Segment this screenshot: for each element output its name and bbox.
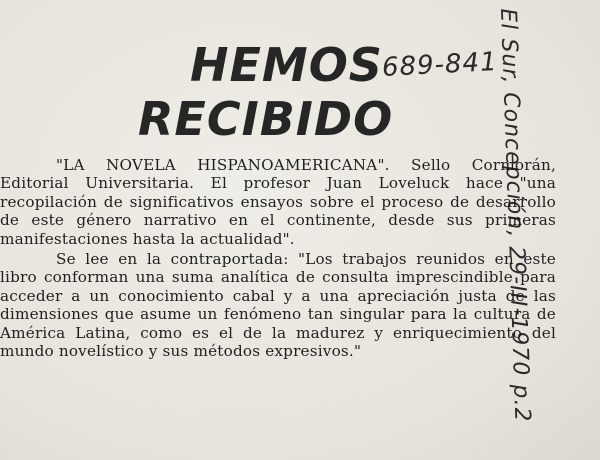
article-paragraph-1: "LA NOVELA HISPANOAMERICANA". Sello Cormorán, Editorial Universitaria. El profesor Juan Loveluck hace "una recopilación de significativos ensayos sobre el proceso de desarrollo de este género narrativo en el continente, desde sus primeras manifestaciones hasta la actualidad".: [0, 156, 556, 248]
handwritten-clip-number: 689-841: [381, 46, 499, 84]
headline-line-1: HEMOS: [190, 38, 383, 92]
headline-line-2: RECIBIDO: [138, 92, 394, 146]
article-body: [0, 156, 556, 360]
article-paragraph-2: Se lee en la contraportada: "Los trabajos reunidos en este libro conforman una suma analítica de consulta imprescindible para acceder a un conocimiento cabal y a una apreciación justa de las dimensiones que asume un fenómeno tan singular para la cultura de América Latina, como es el de la madurez y enriquecimiento del mundo novelístico y sus métodos expresivos.": [0, 250, 556, 361]
handwritten-source-note: El Sur, Concepción, 29-III-1970 p.2: [495, 8, 535, 423]
